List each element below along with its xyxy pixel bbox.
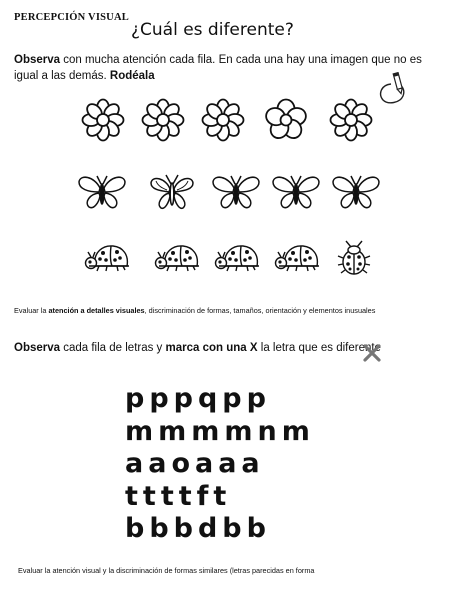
exercise2-instruction [14, 342, 381, 354]
exercise2-evaluation: Evaluar la atención visual y la discriminación de formas similares (letras parecidas en forma [18, 566, 315, 575]
ladybug-icon[interactable] [274, 238, 324, 278]
category-label: PERCEPCIÓN VISUAL [14, 12, 129, 23]
flower-row [74, 98, 394, 142]
letter-row[interactable]: mmmmnm [125, 415, 315, 447]
instruction2-bold2: marca con una X [165, 342, 258, 354]
evaluation-bold: atención a detalles visuales [48, 306, 145, 315]
letter-row[interactable]: aaoaaa [125, 448, 265, 479]
butterfly-icon[interactable] [271, 172, 321, 212]
ladybug-icon[interactable] [84, 238, 134, 278]
flower-icon[interactable] [141, 98, 185, 142]
flower-icon-odd[interactable] [264, 98, 308, 142]
letter-row[interactable]: bbbdbb [125, 513, 271, 544]
instruction-bold: Observa [14, 54, 61, 66]
instruction2-bold1: Observa [14, 342, 61, 354]
ladybug-icon-odd[interactable] [332, 238, 376, 278]
x-mark-icon [362, 344, 382, 362]
instruction2-text1: cada fila de letras y [60, 342, 166, 354]
flower-icon[interactable] [201, 98, 245, 142]
butterfly-icon[interactable] [77, 172, 127, 212]
evaluation-prefix: Evaluar la [14, 306, 49, 315]
instruction-text: con mucha atención cada fila. En cada una hay una imagen que no es igual a las demás. [14, 54, 422, 82]
instruction-emphasis: Rodéala [109, 70, 155, 82]
instruction2-text2: la letra que es diferente [257, 342, 381, 354]
butterfly-icon-odd[interactable] [147, 172, 197, 212]
ladybug-icon[interactable] [154, 238, 204, 278]
page-title: ¿Cuál es diferente? [131, 20, 294, 40]
letter-rows [125, 383, 315, 546]
exercise1-evaluation [14, 306, 444, 315]
evaluation-rest: , discriminación de formas, tamaños, orientación y elementos inusuales [144, 306, 376, 315]
ladybug-row [74, 238, 394, 282]
butterfly-icon[interactable] [211, 172, 261, 212]
flower-icon[interactable] [81, 98, 125, 142]
letter-row[interactable]: ttttft [125, 480, 232, 512]
letter-row[interactable]: pppqpp [125, 383, 271, 414]
butterfly-row [74, 172, 394, 216]
butterfly-icon[interactable] [331, 172, 381, 212]
flower-icon[interactable] [329, 98, 373, 142]
ladybug-icon[interactable] [214, 238, 264, 278]
